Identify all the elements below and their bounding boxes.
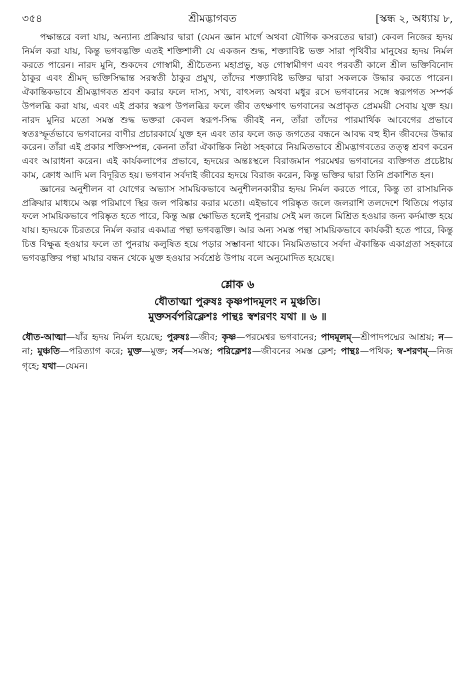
- purport-paragraph-2: জ্ঞানের অনুশীলন বা যোগের অভ্যাস সাময়িকভাবে অনুশীলনকারীর হৃদয় নির্মল করতে পারে, কিন্তু তা রাসায়নিক প্রক্রিয়ার মাধ্যমে অল্প পরিমাণে স্থির জল পরিষ্কার করার মতো। এইভাবে পরিষ্কৃত জলে জলরাশি তলদেশে থিতিয়ে পড়ার ফলে সাময়িকভাবে পরিষ্কৃত হতে পারে, কিন্তু অল্প ক্ষোভিত হলেই পুনরায় সেই মল জলে মিশ্রিত হওয়ার জন্য কর্দমাক্ত হয়ে যায়। হৃদয়কে চিরতরে নির্মল করার একমাত্র পন্থা ভগবদ্ভক্তি। আর অন্য সমস্ত পন্থা সাময়িকভাবে কার্যকরী হতে পারে, কিন্তু চিত্ত বিক্ষুব্ধ হওয়ার ফলে তা পুনরায় কলুষিত হয়ে পড়ার সম্ভাবনা থাকে। নিয়মিতভাবে সর্বদা ঐকান্তিক একাগ্রতা সহকারে ভগবদ্ভক্তির পন্থা মায়ার বন্ধন থেকে মুক্ত হওয়ার সর্বশ্রেষ্ঠ উপায় বলে অনুমোদিত হয়েছে।: [22, 184, 453, 264]
- synonym-term: যথা: [42, 361, 57, 373]
- page-number: ৩৫৪: [22, 13, 43, 25]
- page-header: [22, 12, 453, 26]
- synonym-term: সর্ব: [171, 346, 184, 358]
- word-synonyms: ধৌত-আত্মা—যাঁর হৃদয় নির্মল হয়েছে; পুরুষঃ—জীব; কৃষ্ণ—পরমেশ্বর ভগবানের; পাদমূলম্—শ্রীপাদপদ্মের আশ্রয়; ন—না; মুঞ্চতি—পরিত্যাগ করে; মুক্ত—মুক্ত; সর্ব—সমস্ত; পরিক্লেশঃ—জীবনের সমস্ত ক্লেশ; পান্থঃ—পথিক; স্ব-শরণম্—নিজ গৃহে; যথা—যেমন।: [22, 331, 453, 373]
- synonym-meaning: না: [22, 347, 31, 358]
- synonym-term: কৃষ্ণ: [221, 331, 237, 343]
- synonym-meaning: মুক্ত: [150, 347, 165, 358]
- synonym-meaning: যেমন: [65, 362, 85, 373]
- synonym-meaning: সমস্ত: [192, 347, 210, 358]
- synonym-meaning: নিজ গৃহে: [22, 347, 453, 373]
- synonym-term: ন: [438, 331, 444, 343]
- synonym-term: মুঞ্চতি: [37, 346, 60, 358]
- synonym-term: পরিক্লেশঃ: [217, 346, 252, 358]
- synonym-term: মুক্ত: [127, 346, 142, 358]
- synonym-meaning: জীবনের সমস্ত ক্লেশ: [261, 347, 334, 358]
- verse-line-1: ধৌতাত্মা পুরুষঃ কৃষ্ণপাদমূলং ন মুঞ্চতি।: [154, 295, 321, 308]
- chapter-reference: [স্কন্ধ ২, অধ্যায় ৮,: [375, 13, 453, 25]
- synonym-meaning: পথিক: [368, 347, 390, 358]
- synonym-meaning: শ্রীপাদপদ্মের আশ্রয়: [360, 332, 432, 343]
- synonym-term: স্ব-শরণম্: [397, 346, 428, 358]
- synonym-term: পান্থঃ: [340, 346, 360, 358]
- synonym-meaning: পরমেশ্বর ভগবানের: [245, 332, 314, 343]
- book-title: শ্রীমদ্ভাগবত: [188, 13, 237, 25]
- synonym-term: পুরুষঃ: [166, 331, 190, 343]
- sloka-heading: শ্লোক ৬: [220, 277, 255, 291]
- verse-line-2: মুক্তসর্বপরিক্লেশঃ পান্থঃ স্বশরণং যথা ॥ ৬ ॥: [148, 310, 327, 323]
- synonym-term: ধৌত-আত্মা: [22, 331, 66, 343]
- synonym-meaning: যাঁর হৃদয় নির্মল হয়েছে: [75, 332, 160, 343]
- purport-paragraph-1: পক্ষান্তরে বলা যায়, অন্যান্য প্রক্রিয়ার দ্বারা (যেমন জ্ঞান মার্গে অথবা যৌগিক কসরতের দ্বারা) কেবল নিজের হৃদয় নির্মল করা যায়, কিন্তু ভগবদ্ভক্তি এতই শক্তিশালী যে একজন শুদ্ধ, শক্ত্যাবিষ্ট ভক্ত সারা পৃথিবীর মানুষের হৃদয় নির্মল করতে পারেন। নারদ মুনি, শুকদেব গোস্বামী, শ্রীচৈতন্য মহাপ্রভু, ষড় গোস্বামীগণ এবং পরবর্তী কালে শ্রীল ভক্তিবিনোদ ঠাকুর এবং শ্রীমদ্ ভক্তিসিদ্ধান্ত সরস্বতী ঠাকুর প্রমুখ, তাঁদের শক্ত্যাবিষ্ট ভক্তির দ্বারা সকলকে উদ্ধার করতে পারেন। ঐকান্তিকভাবে শ্রীমদ্ভাগবত শ্রবণ করার ফলে দাস্য, সখ্য, বাৎসল্য অথবা মধুর রসে ভগবানের সঙ্গে স্বরূপগত সম্পর্ক উপলব্ধি করা যায়, এবং এই প্রকার স্বরূপ উপলব্ধির ফলে জীব তৎক্ষণাৎ ভগবানের অপ্রাকৃত প্রেমময়ী সেবায় যুক্ত হয়। নারদ মুনির মতো সমস্ত শুদ্ধ ভক্তরা কেবল স্বরূপ-সিদ্ধ জীবই নন, তাঁরা তাঁদের পারমার্থিক আবেগের প্রভাবে স্বতঃস্ফূর্তভাবে ভগবানের বাণীর প্রচারকার্যে যুক্ত হন এবং তার ফলে জড় জগতের বন্ধনে আবদ্ধ বহু হীন জীবদের উদ্ধার করেন। তাঁরা এই প্রকার শক্তিসম্পন্ন, কেননা তাঁরা ঐকান্তিক নিষ্ঠা সহকারে নিয়মিতভাবে শ্রীমদ্ভাগবতের তত্ত্ব শ্রবণ করেন এবং আরাধনা করেন। এই কার্যকলাপের প্রভাবে, হৃদয়ের অন্তঃস্থলে বিরাজমান পরমেশ্বর ভগবানের ব্যক্তিগত প্রচেষ্টায় কাম, ক্রোধ আদি মল বিদূরিত হয়। ভগবান সর্বদাই জীবের হৃদয়ে বিরাজ করেন, কিন্তু ভক্তির দ্বারা তিনি প্রকাশিত হন।: [22, 33, 453, 181]
- synonym-meaning: পরিত্যাগ করে: [69, 347, 121, 358]
- synonym-meaning: জীব: [198, 332, 215, 343]
- synonym-term: পাদমূলম্: [320, 331, 352, 343]
